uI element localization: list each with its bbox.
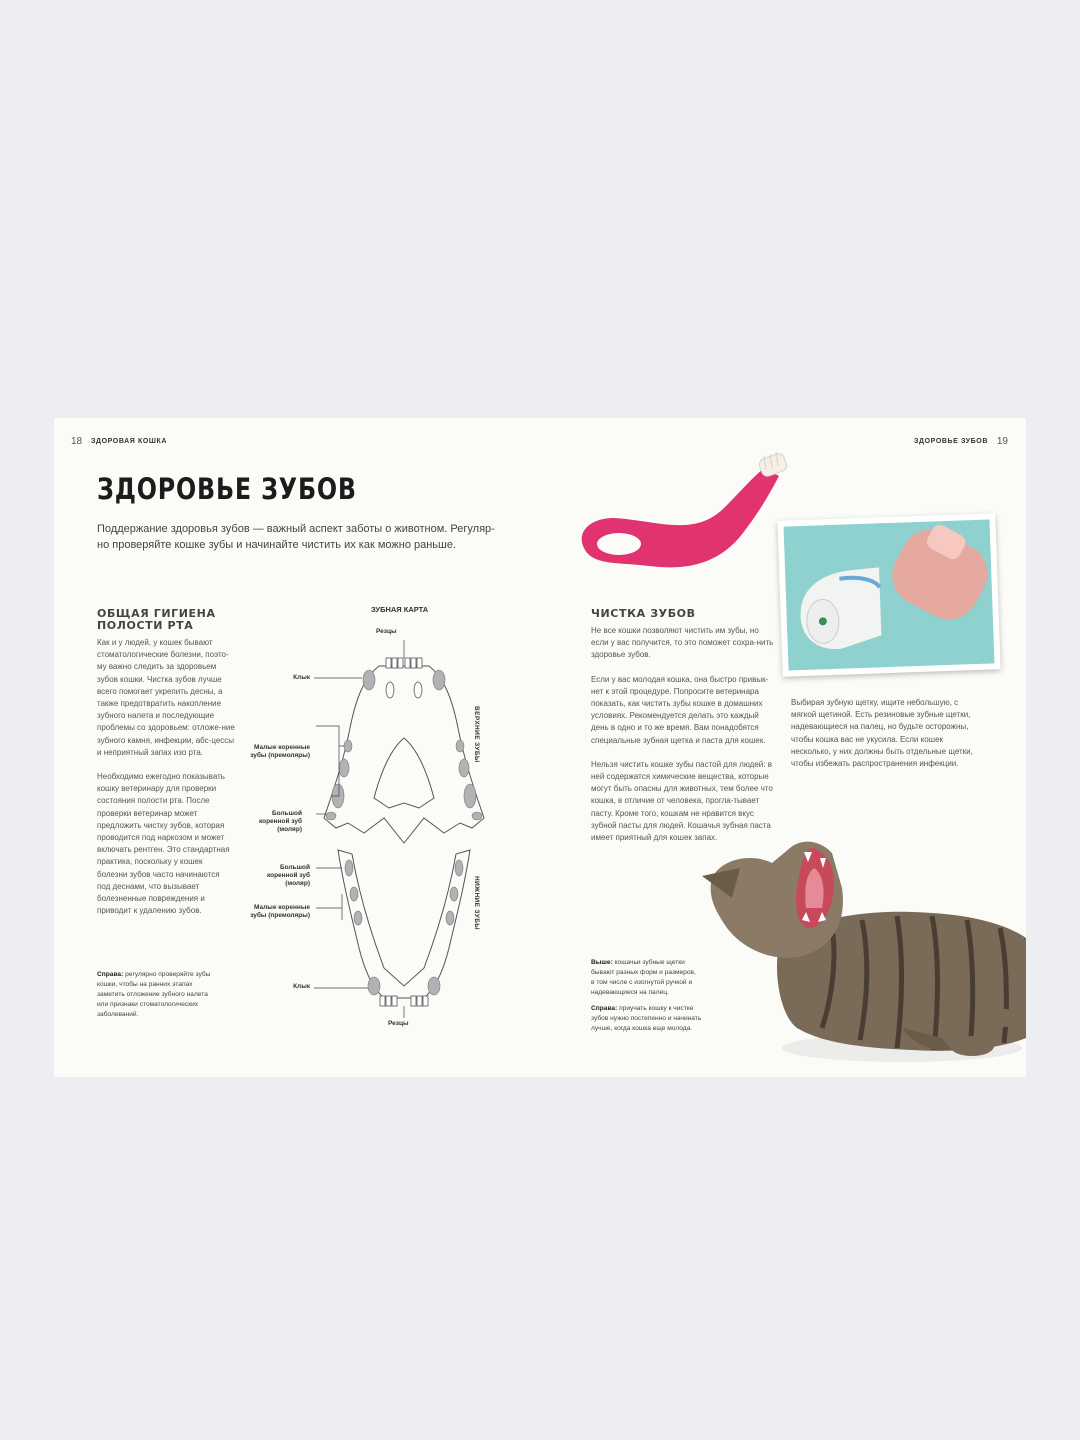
tooth-chart-diagram [304,618,504,1038]
label-molar-lower: Большой коренной зуб (моляр) [266,864,310,887]
hygiene-text [97,637,235,929]
label-lower-teeth: НИЖНИЕ ЗУБЫ [473,876,480,931]
brush-choice-text: Выбирая зубную щетку, ищите небольшую, с мягкой щетиной. Есть резиновые зубные щетки, надевающиеся на палец, но будьте осторожны, чтобы кошка вас не укусила. Если кошек несколько, у них должны быть отдельные щетки, чтобы избежать распространения инфекции. [791,698,973,769]
finger-brush-photo-image [777,513,1000,677]
label-upper-teeth: ВЕРХНИЕ ЗУБЫ [473,706,480,763]
cleaning-paragraph-3: Нельзя чистить кошке зубы пастой для людей: в ней содержатся химические вещества, которые могут быть опасны для животных, тем более что кошка, в отличие от человека, прогла-тывает пасту. Кроме того, кошкам не нравится вкус зубной пасты для людей. Кошачья зубная паста имеет приятный для кошек запах. [591,759,773,843]
cleaning-paragraph-2: Если у вас молодая кошка, она быстро привык-нет к этой процедуре. Попросите ветеринара показать, как чистить зубы кошке в домашних условиях. Рекомендуется делать это каждый день в одно и то же время. Вам понадобятся специальные зубная щетка и паста для кошек. [591,674,769,745]
section-title-hygiene: ОБЩАЯ ГИГИЕНА ПОЛОСТИ РТА [97,607,216,632]
page-title: ЗДОРОВЬЕ ЗУБОВ [97,472,357,506]
caption-left-lead: Справа: [97,971,124,978]
label-canine-upper: Клык [293,674,310,681]
lead-paragraph: Поддержание здоровья зубов — важный аспект заботы о животном. Регуляр-но проверяйте кошке зубы и начинайте чистить их как можно раньше. [97,523,495,551]
label-incisors-bottom: Резцы [388,1020,409,1027]
running-head-right: ЗДОРОВЬЕ ЗУБОВ [914,438,988,445]
caption-above [591,958,701,998]
label-premolars-upper: Малые коренные зубы (премоляры) [250,744,310,759]
caption-above-lead: Выше: [591,959,613,966]
hygiene-paragraph-1: Как и у людей, у кошек бывают стоматологические болезни, поэто-му важно следить за здоровьем зубов кошки. Чистка зубов лучше всего помогает укрепить десны, а также предотвратить накопление зубного налета и последующие проблемы со здоровьем: отложе-ние зубного камня, инфекции, абс-цессы и неприятный запах изо рта. [97,638,235,757]
caption-right [591,1004,707,1034]
hygiene-paragraph-2: Необходимо ежегодно показывать кошку ветеринару для проверки состояния полости рта. После проверки ветеринар может предложить чистку зубов, которая проводится под наркозом и может включать рентген. Это стандартная практика, поскольку у кошек болезни зубов часто начинаются под деснами, что вызывает болезненные повреждения и приводит к удалению зубов. [97,772,230,916]
label-premolars-lower: Малые коренные зубы (премоляры) [250,904,310,919]
cleaning-paragraph-1: Не все кошки позволяют чистить им зубы, но если у вас получится, то это поможет сохра-нить здоровье зубов. [591,626,774,660]
page-number-left: 18 [71,436,83,447]
caption-right-text: приучать кошку к чистке зубов нужно постепенно и начинать лучше, когда кошка еще молода. [591,1005,702,1032]
page-number-right: 19 [996,436,1008,447]
tooth-chart-title: ЗУБНАЯ КАРТА [371,605,429,614]
caption-left [97,970,217,1020]
section-title-cleaning: ЧИСТКА ЗУБОВ [591,607,696,620]
label-incisors-top: Резцы [376,628,397,635]
running-head-left: ЗДОРОВАЯ КОШКА [91,438,168,445]
caption-left-text: регулярно проверяйте зубы кошки, чтобы на ранних этапах заметить отложение зубного налета или признаки стоматологических заболеваний. [97,971,211,1018]
caption-above-text: кошачьи зубные щетки бывают разных форм и размеров, в том числе с изогнутой ручкой и надевающиеся на палец. [591,959,696,996]
photo-finger-brush [777,513,1000,677]
cat-image [702,828,1026,1068]
book-spread [54,418,1026,1077]
cleaning-text [591,625,775,856]
label-canine-lower: Клык [293,983,310,990]
label-molar-upper: Большой коренной зуб (моляр) [258,810,302,833]
caption-right-lead: Справа: [591,1005,618,1012]
